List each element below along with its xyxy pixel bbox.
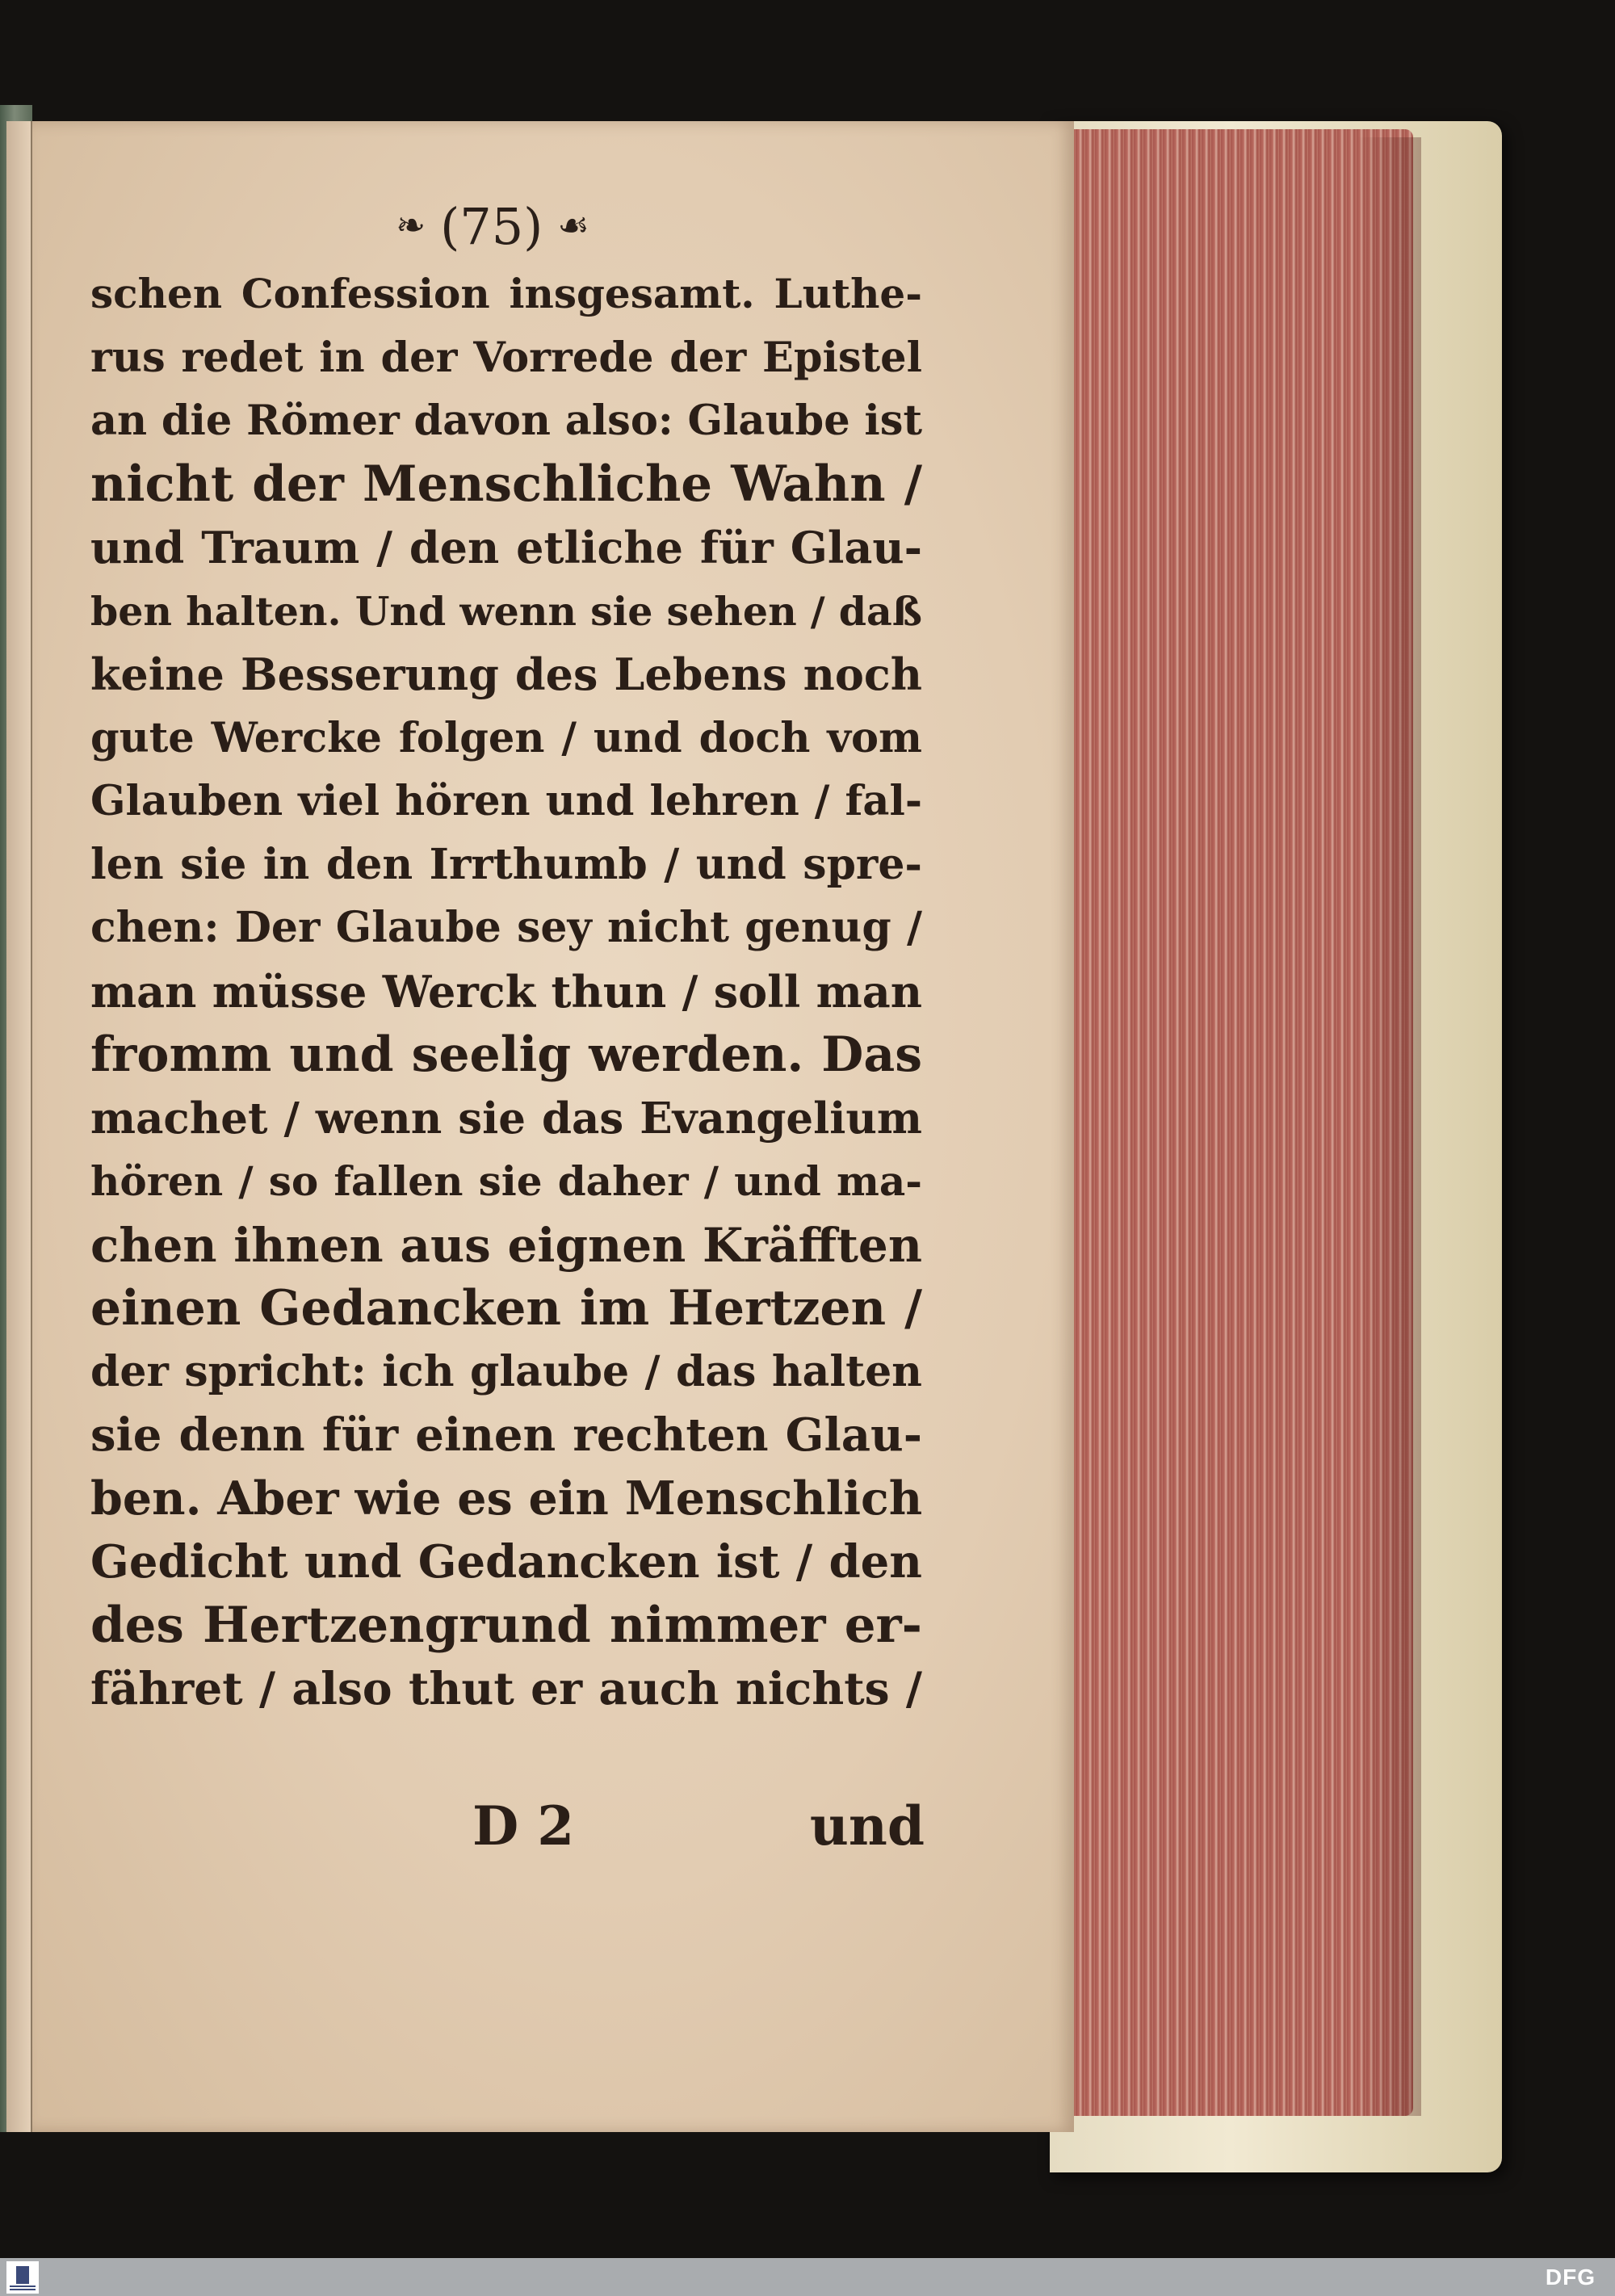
- text-line: chen: Der Glaube sey nicht genug /: [90, 903, 922, 952]
- text-line: fähret / also thut er auch nichts /: [90, 1662, 922, 1715]
- text-line: an die Römer davon also: Glaube ist: [90, 397, 923, 445]
- text-line: keine Besserung des Lebens noch: [90, 649, 922, 700]
- viewer-bottom-bar: [0, 2258, 1615, 2296]
- text-line: und Traum / den etliche für Glau-: [90, 522, 922, 573]
- text-line: machet / wenn sie das Evangelium: [90, 1093, 922, 1144]
- text-line: ben. Aber wie es ein Menschlich: [90, 1471, 923, 1526]
- text-line: Gedicht und Gedancken ist / den: [90, 1535, 922, 1589]
- text-line: fromm und seelig werden. Das: [90, 1026, 922, 1083]
- text-line: len sie in den Irrthumb / und spre-: [90, 839, 922, 889]
- text-line: hören / so fallen sie daher / und ma-: [90, 1157, 922, 1205]
- text-line: der spricht: ich glaube / das halten: [90, 1346, 922, 1396]
- text-line: ben halten. Und wenn sie sehen / daß: [90, 587, 922, 635]
- text-line: sie denn für einen rechten Glau-: [90, 1408, 922, 1462]
- text-line: gute Wercke folgen / und doch vom: [90, 713, 922, 762]
- text-line: nicht der Menschliche Wahn /: [90, 455, 922, 513]
- text-line: Glauben viel hören und lehren / fal-: [90, 777, 922, 825]
- right-ornament-icon: ☙: [557, 205, 589, 246]
- catchword: und: [809, 1794, 925, 1857]
- page-text: [90, 262, 922, 1721]
- page-footer-line: [472, 1794, 925, 1867]
- page-edge-shadow: [1357, 137, 1421, 2116]
- left-ornament-icon: ❧: [396, 205, 426, 246]
- facing-page-edge: [6, 121, 32, 2132]
- logo-mark: [16, 2266, 29, 2284]
- page-number: (75): [440, 196, 543, 256]
- text-line: des Hertzengrund nimmer er-: [90, 1596, 922, 1654]
- text-line: einen Gedancken im Hertzen /: [90, 1280, 922, 1337]
- dfg-logo[interactable]: DFG: [1545, 2265, 1596, 2290]
- text-line: rus redet in der Vorrede der Epistel: [90, 333, 922, 382]
- logo-line: [10, 2286, 36, 2287]
- logo-line: [10, 2289, 36, 2290]
- text-line: schen Confession insgesamt. Luthe-: [90, 270, 922, 317]
- library-logo-icon[interactable]: [6, 2261, 39, 2294]
- text-line: chen ihnen aus eignen Kräfften: [90, 1217, 922, 1273]
- signature-mark: D 2: [472, 1794, 575, 1857]
- page-header: [291, 190, 694, 262]
- text-line: man müsse Werck thun / soll man: [90, 965, 922, 1018]
